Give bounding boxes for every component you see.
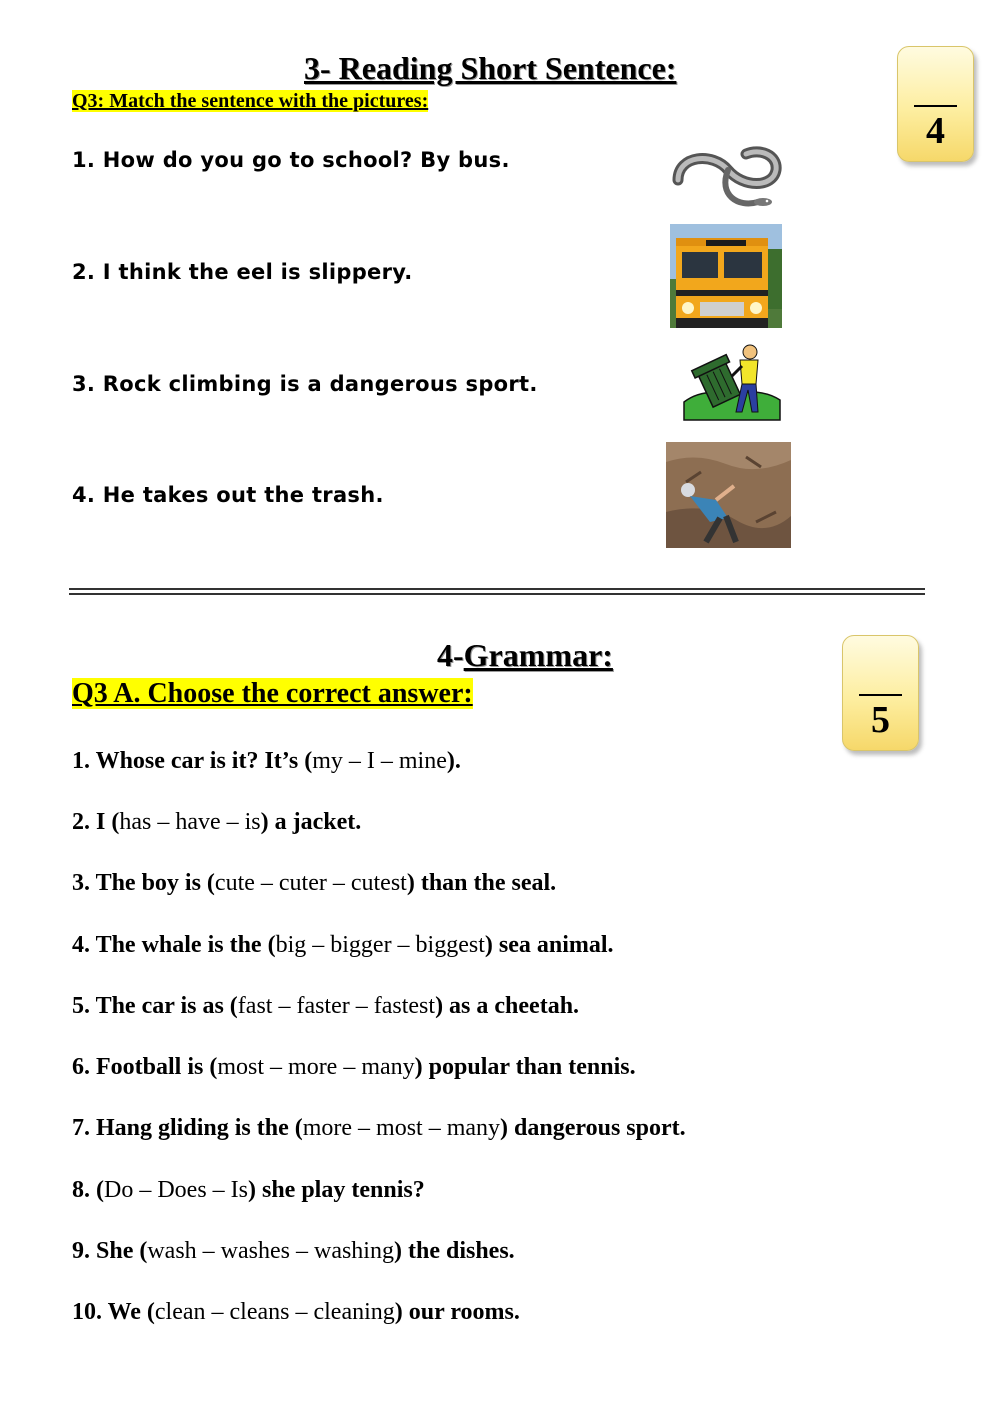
answer-choices[interactable]: clean – cleans – cleaning <box>154 1299 395 1325</box>
reading-score: 4 <box>926 110 945 152</box>
reading-question: Q3: Match the sentence with the pictures: <box>72 90 429 112</box>
answer-choices[interactable]: Do – Does – Is <box>104 1177 248 1203</box>
grammar-item-1: 1. Whose car is it? It’s (my – I – mine). <box>72 748 461 774</box>
grammar-title-word: Grammar: <box>463 637 613 673</box>
grammar-item-7: 7. Hang gliding is the (more – most – many) dangerous sport. <box>72 1115 686 1141</box>
answer-choices[interactable]: wash – washes – washing <box>147 1238 394 1264</box>
grammar-item-9: 9. She (wash – washes – washing) the dishes. <box>72 1238 515 1264</box>
reading-sentence-4: 4. He takes out the trash. <box>72 483 384 507</box>
rock-climber-picture <box>666 442 791 548</box>
grammar-item-3: 3. The boy is (cute – cuter – cutest) than the seal. <box>72 870 557 896</box>
grammar-item-10: 10. We (clean – cleans – cleaning) our rooms. <box>72 1299 520 1325</box>
section-divider <box>69 588 925 590</box>
answer-choices[interactable]: more – most – many <box>302 1115 501 1141</box>
answer-choices[interactable]: most – more – many <box>217 1054 415 1080</box>
answer-choices[interactable]: my – I – mine <box>312 748 447 774</box>
reading-section-title: 3- Reading Short Sentence: <box>304 50 677 86</box>
trash-can-picture <box>682 342 782 422</box>
grammar-item-4: 4. The whale is the (big – bigger – biggest) sea animal. <box>72 932 614 958</box>
answer-choices[interactable]: has – have – is <box>119 809 261 835</box>
reading-sentence-1: 1. How do you go to school? By bus. <box>72 148 510 172</box>
reading-score-box <box>897 46 974 162</box>
grammar-item-8: 8. (Do – Does – Is) she play tennis? <box>72 1177 425 1203</box>
grammar-item-6: 6. Football is (most – more – many) popular than tennis. <box>72 1054 636 1080</box>
answer-choices[interactable]: big – bigger – biggest <box>275 932 485 958</box>
section-divider <box>69 593 925 595</box>
grammar-section-title <box>437 637 613 674</box>
answer-choices[interactable]: cute – cuter – cutest <box>214 870 407 896</box>
school-bus-picture <box>670 224 782 328</box>
grammar-question: Q3 A. Choose the correct answer: <box>72 678 473 709</box>
reading-sentence-2: 2. I think the eel is slippery. <box>72 260 413 284</box>
answer-choices[interactable]: fast – faster – fastest <box>237 993 436 1019</box>
score-line <box>859 694 902 696</box>
grammar-title-number: 4- <box>437 637 464 673</box>
eel-picture <box>668 140 783 212</box>
grammar-item-5: 5. The car is as (fast – faster – fastest) as a cheetah. <box>72 993 580 1019</box>
grammar-score-box <box>842 635 919 751</box>
score-line <box>914 105 957 107</box>
grammar-score: 5 <box>871 699 890 741</box>
reading-sentence-3: 3. Rock climbing is a dangerous sport. <box>72 372 538 396</box>
grammar-item-2: 2. I (has – have – is) a jacket. <box>72 809 362 835</box>
